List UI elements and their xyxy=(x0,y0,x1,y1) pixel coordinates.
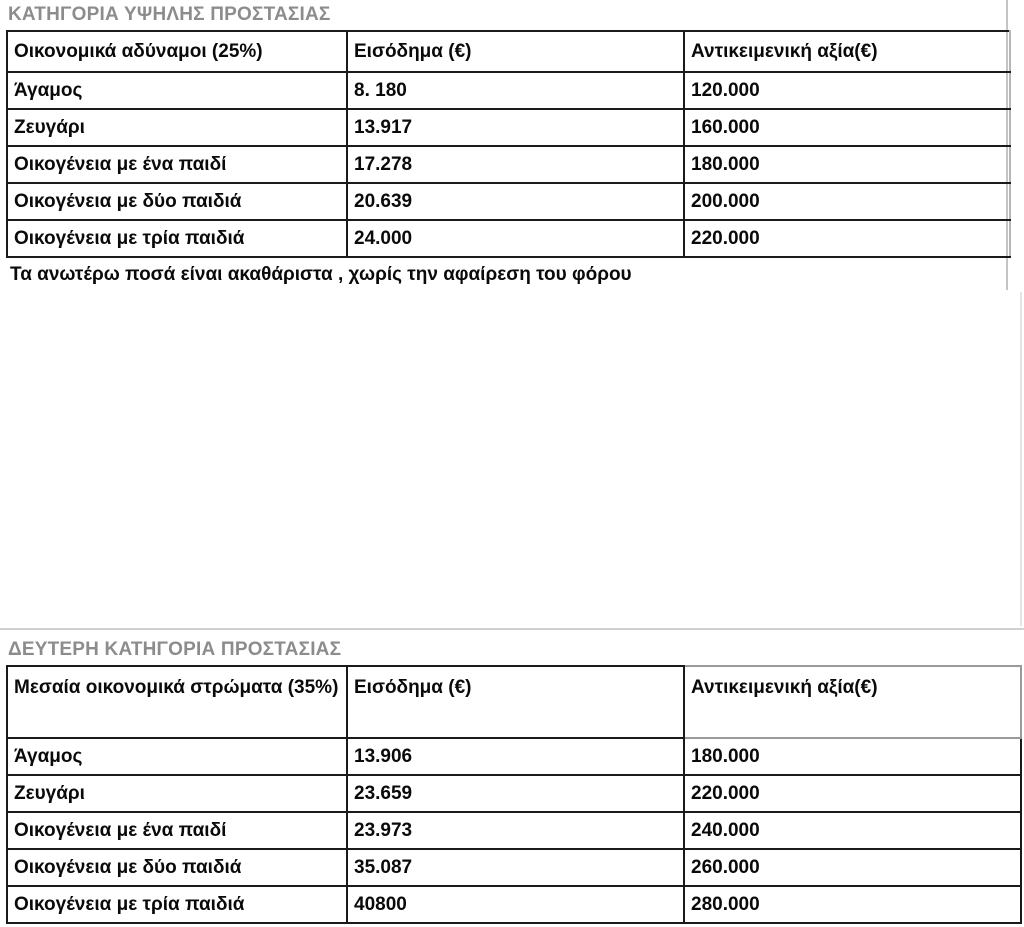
value-cell: 260.000 xyxy=(684,849,1021,886)
income-cell: 35.087 xyxy=(347,849,684,886)
income-cell: 24.000 xyxy=(347,220,684,257)
row-label: Άγαμος xyxy=(7,738,347,775)
table-header-row xyxy=(7,666,1021,738)
second-protection-table xyxy=(6,665,1022,924)
row-label: Άγαμος xyxy=(7,72,347,109)
section-2-title: ΔΕΥΤΕΡΗ ΚΑΤΗΓΟΡΙΑ ΠΡΟΣΤΑΣΙΑΣ xyxy=(8,639,342,660)
column-header-income: Εισόδημα (€) xyxy=(347,666,684,738)
column-header-income: Εισόδημα (€) xyxy=(347,31,684,72)
income-cell: 23.659 xyxy=(347,775,684,812)
table-row xyxy=(7,886,1021,923)
section-divider xyxy=(0,628,1024,630)
income-cell: 13.906 xyxy=(347,738,684,775)
value-cell: 240.000 xyxy=(684,812,1021,849)
value-cell: 180.000 xyxy=(684,146,1010,183)
blank-edge-rule xyxy=(1020,292,1022,626)
table-row xyxy=(7,849,1021,886)
table-row xyxy=(7,146,1010,183)
column-header-value: Αντικειμενική αξία(€) xyxy=(684,31,1010,72)
column-header-category: Οικονομικά αδύναμοι (25%) xyxy=(7,31,347,72)
table-row xyxy=(7,72,1010,109)
table-header-row xyxy=(7,31,1010,72)
column-header-category: Μεσαία οικονομικά στρώματα (35%) xyxy=(7,666,347,738)
row-label: Οικογένεια με τρία παιδιά xyxy=(7,886,347,923)
value-cell: 220.000 xyxy=(684,220,1010,257)
value-cell: 160.000 xyxy=(684,109,1010,146)
row-label: Ζευγάρι xyxy=(7,109,347,146)
table-row xyxy=(7,775,1021,812)
row-label: Οικογένεια με ένα παιδί xyxy=(7,146,347,183)
column-header-value: Αντικειμενική αξία(€) xyxy=(684,666,1021,738)
row-label: Οικογένεια με δύο παιδιά xyxy=(7,849,347,886)
income-cell: 40800 xyxy=(347,886,684,923)
value-cell: 220.000 xyxy=(684,775,1021,812)
table-row xyxy=(7,738,1021,775)
income-cell: 17.278 xyxy=(347,146,684,183)
income-cell: 13.917 xyxy=(347,109,684,146)
value-cell: 280.000 xyxy=(684,886,1021,923)
value-cell: 180.000 xyxy=(684,738,1021,775)
table-row xyxy=(7,109,1010,146)
row-label: Οικογένεια με τρία παιδιά xyxy=(7,220,347,257)
blank-area xyxy=(0,290,1024,628)
row-label: Οικογένεια με ένα παιδί xyxy=(7,812,347,849)
section-1-title: ΚΑΤΗΓΟΡΙΑ ΥΨΗΛΗΣ ΠΡΟΣΤΑΣΙΑΣ xyxy=(8,4,331,25)
value-cell: 200.000 xyxy=(684,183,1010,220)
table-row xyxy=(7,812,1021,849)
row-label: Οικογένεια με δύο παιδιά xyxy=(7,183,347,220)
value-cell: 120.000 xyxy=(684,72,1010,109)
table-row xyxy=(7,183,1010,220)
high-protection-table xyxy=(6,30,1011,258)
income-cell: 8. 180 xyxy=(347,72,684,109)
income-cell: 23.973 xyxy=(347,812,684,849)
gross-amounts-note: Τα ανωτέρω ποσά είναι ακαθάριστα , χωρίς την αφαίρεση του φόρου xyxy=(10,264,632,285)
table-row xyxy=(7,220,1010,257)
income-cell: 20.639 xyxy=(347,183,684,220)
row-label: Ζευγάρι xyxy=(7,775,347,812)
